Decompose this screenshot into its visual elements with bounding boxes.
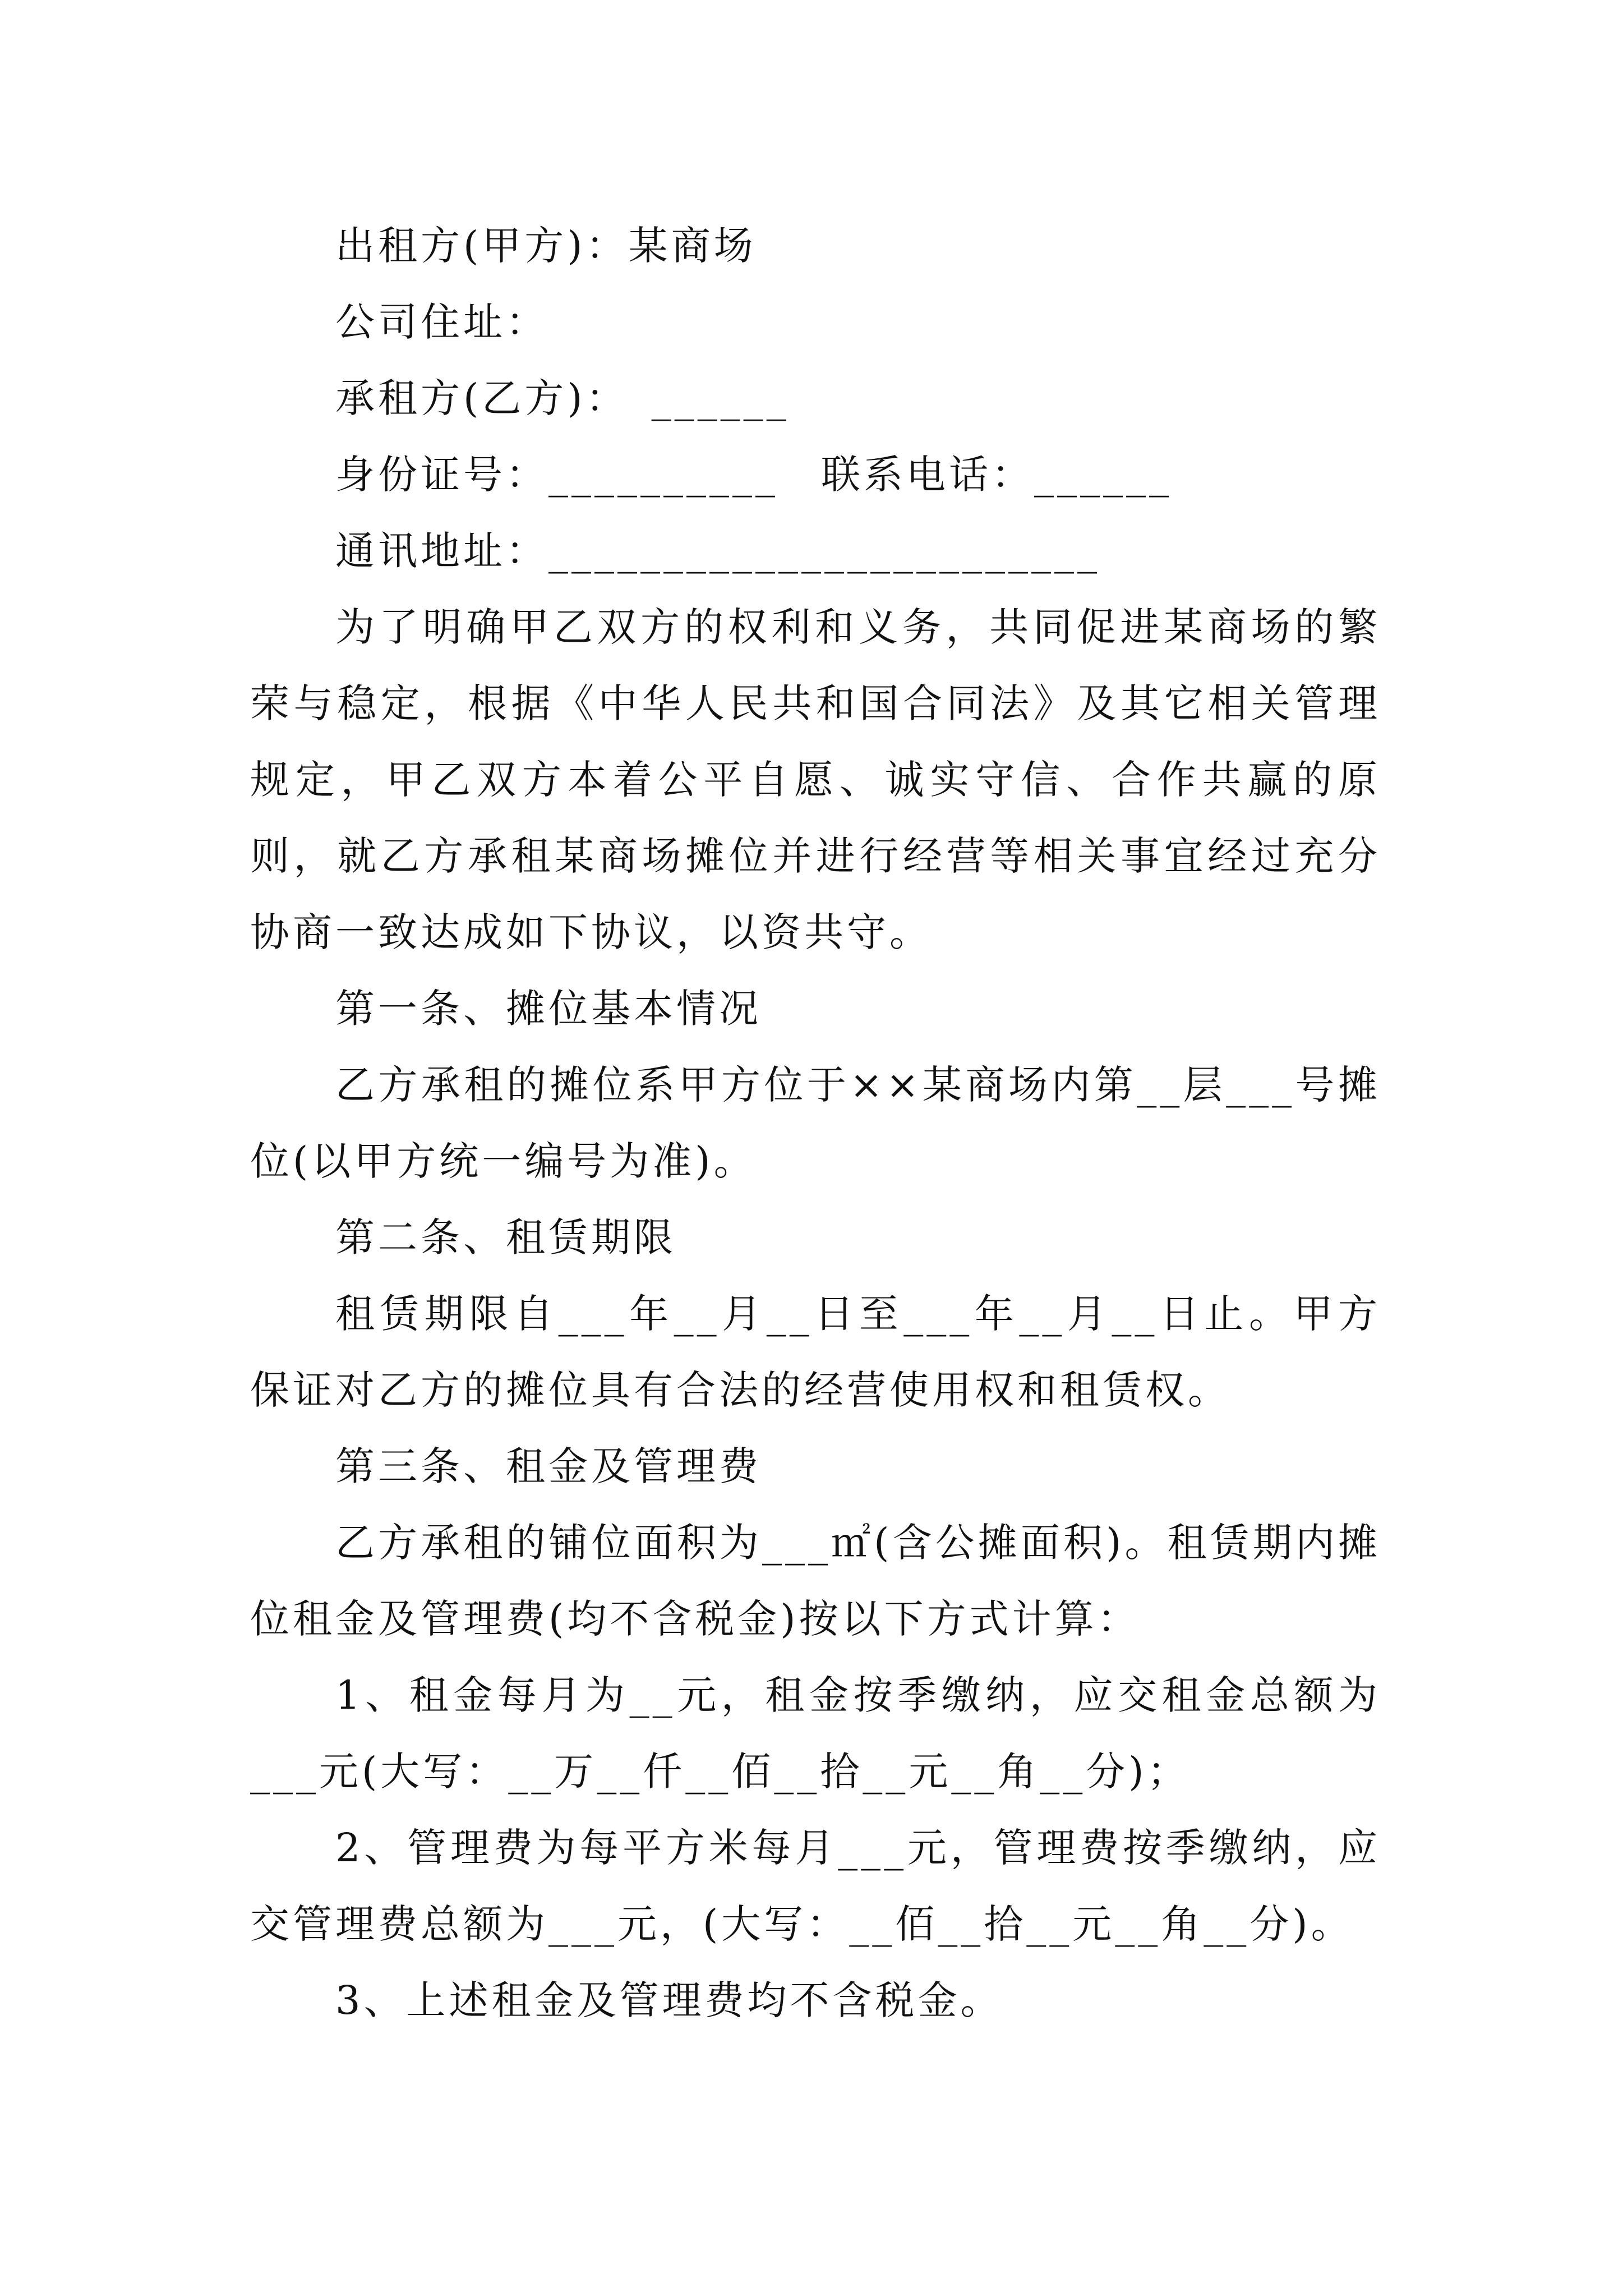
article-1-body: 乙方承租的摊位系甲方位于××某商场内第__层___号摊位(以甲方统一编号为准)。 bbox=[250, 1062, 1381, 1184]
mail-address-line: 通讯地址：________________________ bbox=[335, 528, 1100, 574]
preamble-paragraph: 为了明确甲乙双方的权利和义务，共同促进某商场的繁荣与稳定，根据《中华人民共和国合同法》及其它相关管理规定，甲乙双方本着公平自愿、诚实守信、合作共赢的原则，就乙方承租某商场摊位并进行经营等相关事宜经过充分协商一致达成如下协议，以资共守。 bbox=[250, 604, 1381, 955]
id-phone-line: 身份证号：__________ 联系电话：______ bbox=[335, 452, 1172, 498]
contract-body bbox=[250, 208, 1381, 2039]
company-address-line: 公司住址： bbox=[335, 299, 548, 345]
lessor-line: 出租方(甲方)：某商场 bbox=[335, 223, 757, 269]
article-2-title: 第二条、租赁期限 bbox=[335, 1214, 676, 1260]
article-3-item-2: 2、管理费为每平方米每月___元，管理费按季缴纳，应交管理费总额为___元，(大写：__佰__拾__元__角__分)。 bbox=[250, 1825, 1381, 1947]
article-3-item-3: 3、上述租金及管理费均不含税金。 bbox=[335, 1977, 1003, 2023]
lessee-line: 承租方(乙方)： ______ bbox=[335, 375, 790, 421]
article-3-item-1: 1、租金每月为__元，租金按季缴纳，应交租金总额为___元(大写：__万__仟__佰__拾__元__角__分)； bbox=[250, 1672, 1381, 1795]
article-3-body: 乙方承租的铺位面积为___㎡(含公摊面积)。租赁期内摊位租金及管理费(均不含税金)按以下方式计算： bbox=[250, 1520, 1381, 1642]
article-3-title: 第三条、租金及管理费 bbox=[335, 1443, 762, 1489]
article-2-body: 租赁期限自___年__月__日至___年__月__日止。甲方保证对乙方的摊位具有合法的经营使用权和租赁权。 bbox=[250, 1291, 1381, 1413]
article-1-title: 第一条、摊位基本情况 bbox=[335, 986, 762, 1032]
